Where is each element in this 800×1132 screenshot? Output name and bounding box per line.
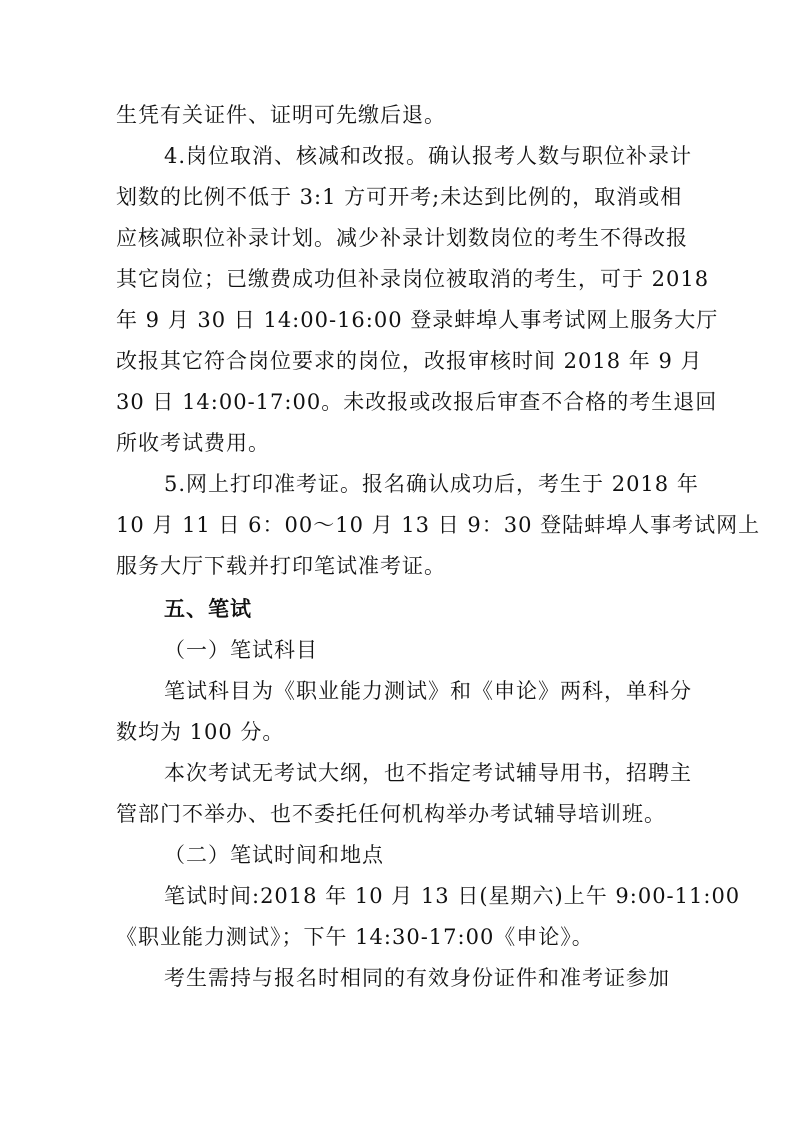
text-line: 《职业能力测试》；下午 14:30-17:00《申论》。	[116, 925, 594, 949]
document-body	[116, 95, 761, 999]
text-line: 10 月 11 日 6：00～10 月 13 日 9：30 登陆蚌埠人事考试网上	[116, 513, 761, 537]
text-line: 数均为 100 分。	[116, 720, 285, 744]
paragraph-item-4: 4.岗位取消、核减和改报。确认报考人数与职位补录计	[164, 144, 693, 168]
text-line: 年 9 月 30 日 14:00-16:00 登录蚌埠人事考试网上服务大厅	[116, 308, 719, 332]
text-line: 管部门不举办、也不委托任何机构举办考试辅导培训班。	[116, 802, 666, 826]
text-line: 划数的比例不低于 3:1 方可开考;未达到比例的，取消或相	[116, 185, 683, 209]
paragraph-subjects: 笔试科目为《职业能力测试》和《申论》两科，单科分	[164, 679, 692, 703]
text-line: 所收考试费用。	[116, 431, 270, 455]
text-line: 其它岗位；已缴费成功但补录岗位被取消的考生，可于 2018	[116, 267, 710, 291]
paragraph-exam-time: 笔试时间:2018 年 10 月 13 日(星期六)上午 9:00-11:00	[164, 884, 741, 908]
section-heading-written-exam: 五、笔试	[164, 597, 252, 621]
paragraph-no-outline: 本次考试无考试大纲，也不指定考试辅导用书，招聘主	[164, 761, 692, 785]
text-line: 30 日 14:00-17:00。未改报或改报后审查不合格的考生退回	[116, 390, 718, 414]
paragraph-item-5: 5.网上打印准考证。报名确认成功后，考生于 2018 年	[164, 472, 699, 496]
subsection-heading-time-location: （二）笔试时间和地点	[164, 843, 384, 867]
paragraph-id-requirement: 考生需持与报名时相同的有效身份证件和准考证参加	[164, 966, 670, 990]
text-line: 生凭有关证件、证明可先缴后退。	[116, 103, 446, 127]
text-line: 应核减职位补录计划。减少补录计划数岗位的考生不得改报	[116, 226, 688, 250]
text-line: 改报其它符合岗位要求的岗位，改报审核时间 2018 年 9 月	[116, 349, 703, 373]
text-line: 服务大厅下载并打印笔试准考证。	[116, 554, 446, 578]
subsection-heading-subjects: （一）笔试科目	[164, 638, 318, 662]
